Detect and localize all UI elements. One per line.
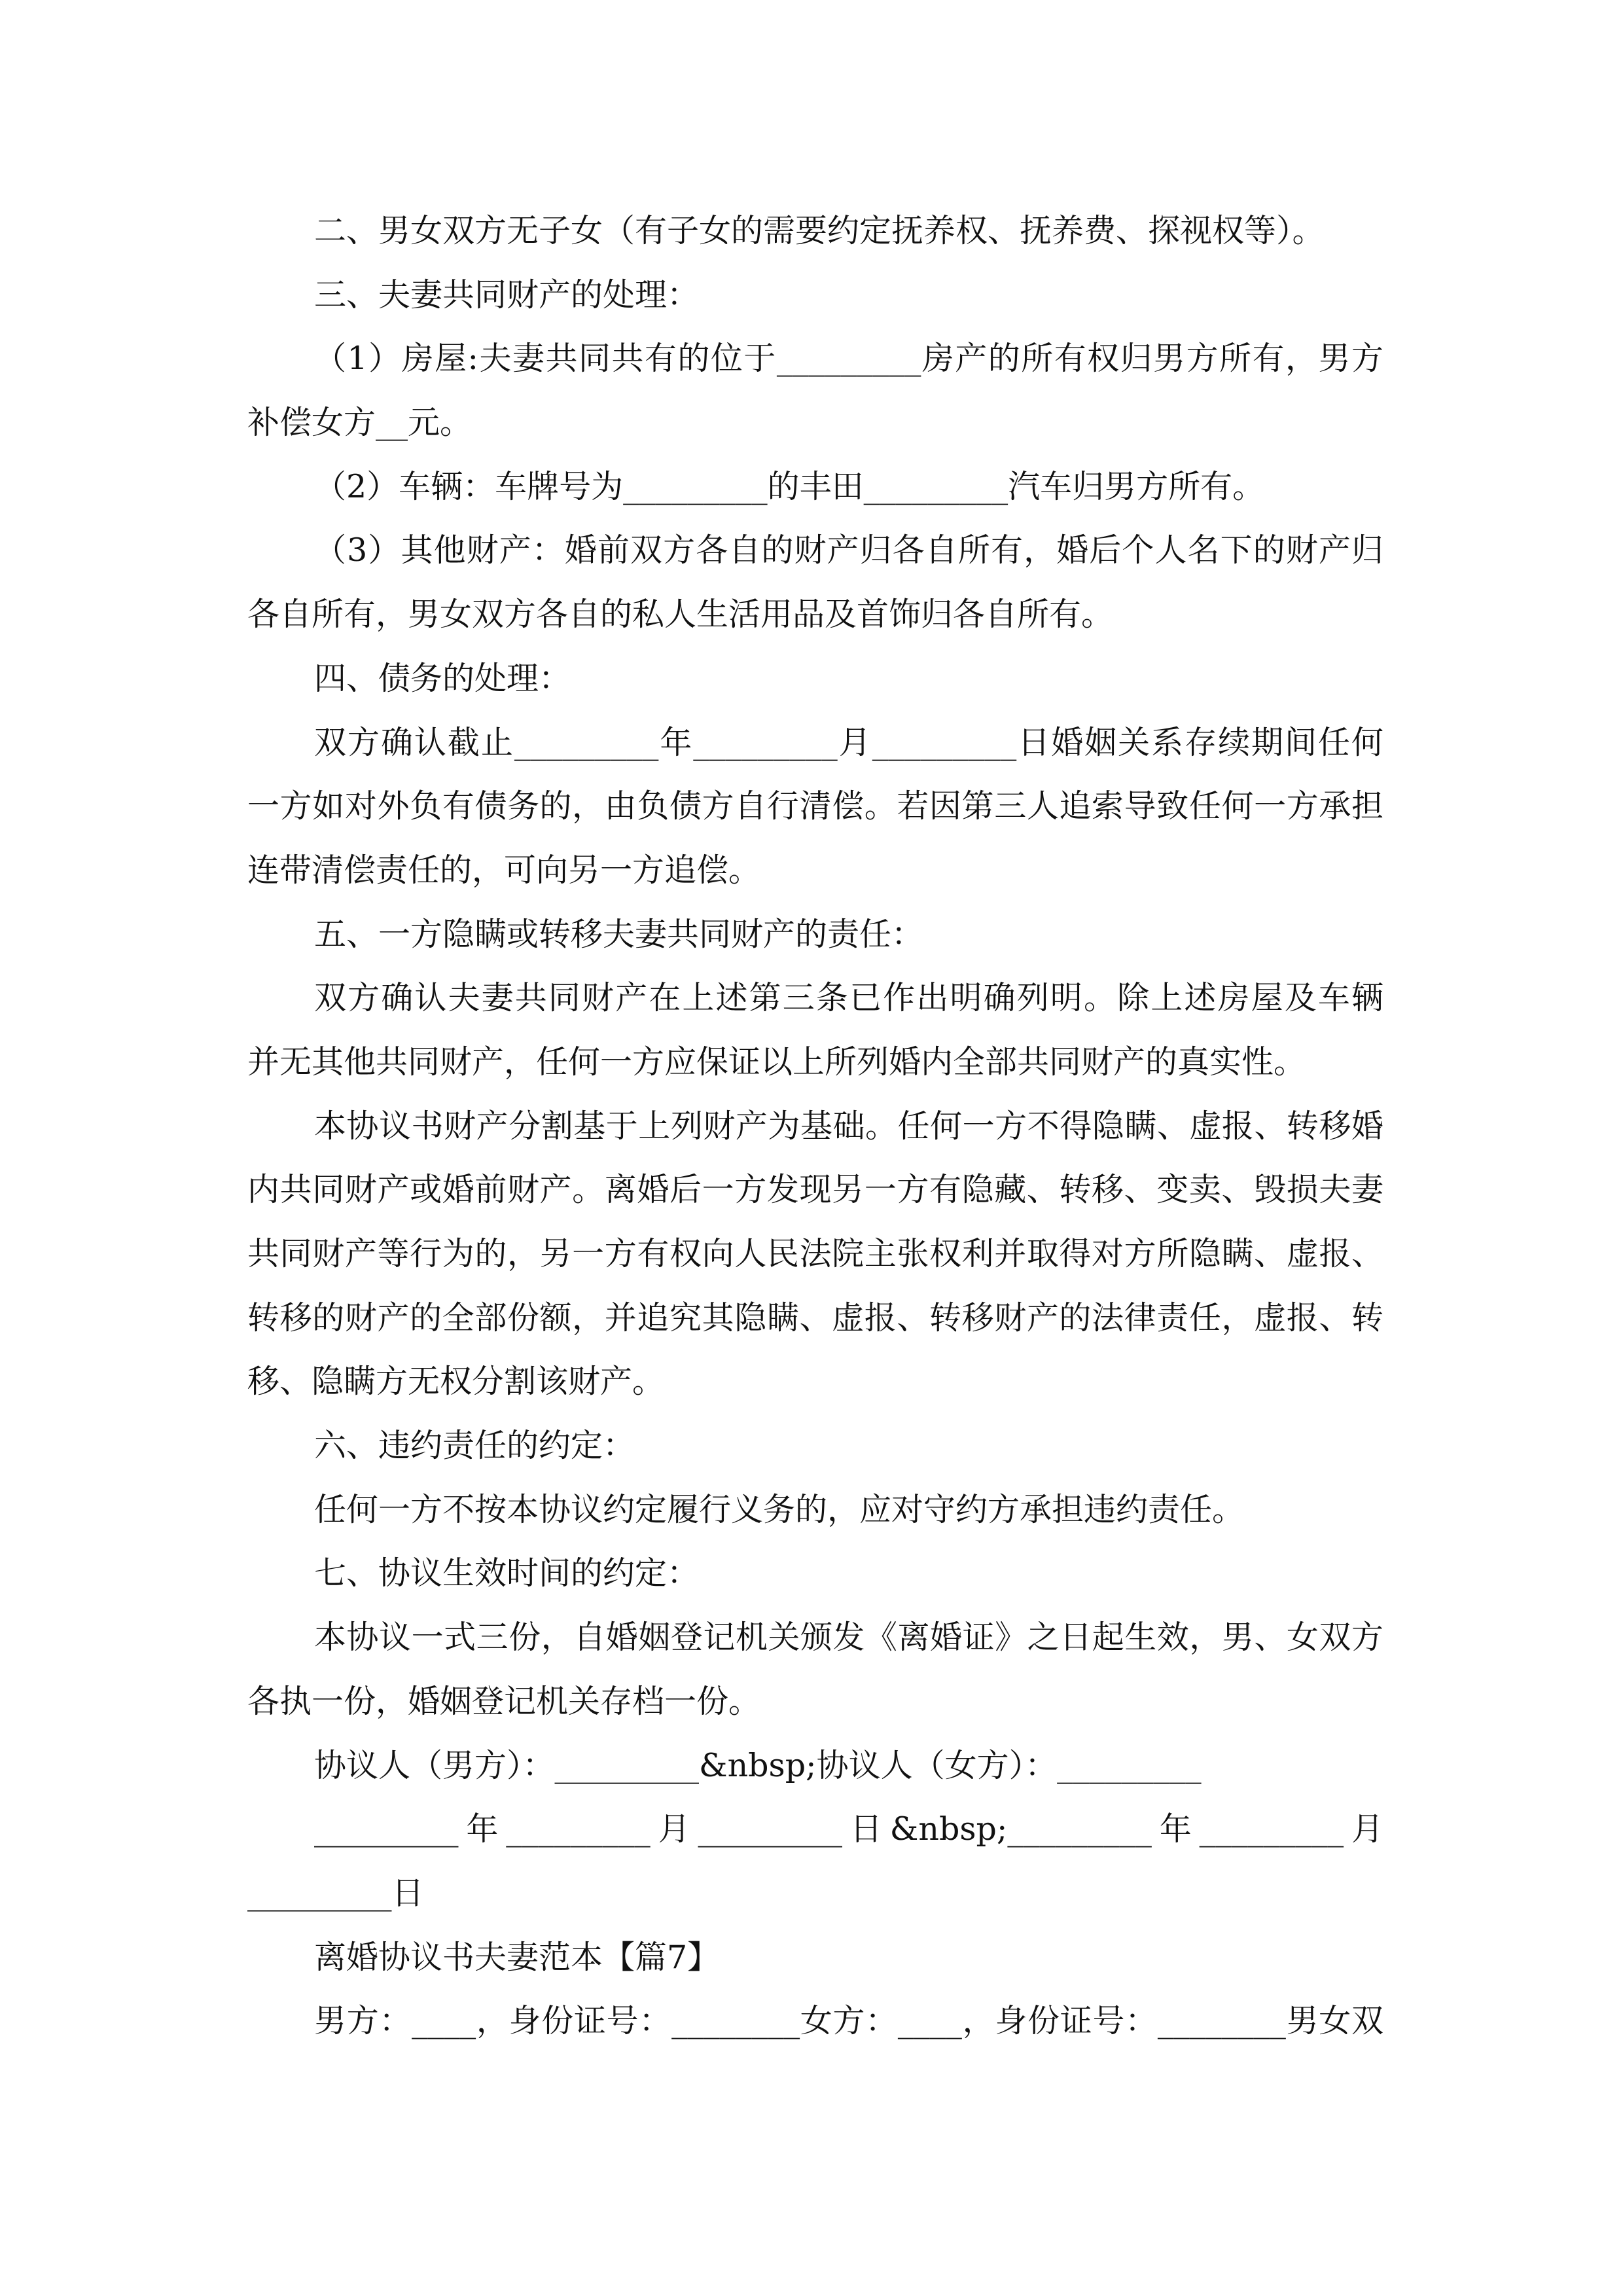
- text-line: （2）车辆：车牌号为_________的丰田_________汽车归男方所有。: [314, 467, 1265, 505]
- text-line: 六、违约责任的约定：: [314, 1427, 635, 1465]
- text-line: 离婚协议书夫妻范本【篇7】: [314, 1938, 720, 1976]
- document-page: [247, 199, 1383, 2053]
- text-line: 四、债务的处理：: [314, 659, 571, 697]
- text-line: 一方如对外负有债务的，由负债方自行清偿。若因第三人追索导致任何一方承担: [247, 787, 1383, 825]
- text-line: 五、一方隐瞒或转移夫妻共同财产的责任：: [314, 915, 924, 953]
- text-line: 移、隐瞒方无权分割该财产。: [247, 1363, 665, 1401]
- text-line: 男方：____，身份证号：________女方：____，身份证号：________男女双: [314, 2002, 1383, 2040]
- text-line: 任何一方不按本协议约定履行义务的，应对守约方承担违约责任。: [314, 1490, 1245, 1528]
- text-line: _________年_________月_________日&nbsp;_________年_________月: [314, 1810, 1383, 1848]
- text-line: 双方确认夫妻共同财产在上述第三条已作出明确列明。除上述房屋及车辆: [314, 979, 1383, 1017]
- text-line: 各执一份，婚姻登记机关存档一份。: [247, 1682, 761, 1720]
- text-line: 内共同财产或婚前财产。离婚后一方发现另一方有隐藏、转移、变卖、毁损夫妻: [247, 1171, 1383, 1209]
- text-line: 转移的财产的全部份额，并追究其隐瞒、虚报、转移财产的法律责任，虚报、转: [247, 1299, 1383, 1336]
- text-line: 连带清偿责任的，可向另一方追偿。: [247, 851, 761, 889]
- text-line: 协议人（男方）：_________&nbsp;协议人（女方）：_________: [314, 1746, 1202, 1784]
- text-line: 本协议书财产分割基于上列财产为基础。任何一方不得隐瞒、虚报、转移婚: [314, 1107, 1383, 1145]
- text-line: 补偿女方__元。: [247, 404, 473, 442]
- text-line: 七、协议生效时间的约定：: [314, 1554, 700, 1592]
- text-line: 本协议一式三份，自婚姻登记机关颁发《离婚证》之日起生效，男、女双方: [314, 1619, 1383, 1657]
- text-line: 并无其他共同财产，任何一方应保证以上所列婚内全部共同财产的真实性。: [247, 1043, 1306, 1081]
- text-line: 各自所有，男女双方各自的私人生活用品及首饰归各自所有。: [247, 596, 1114, 634]
- text-line: 三、夫妻共同财产的处理：: [314, 276, 700, 314]
- text-line: _________日: [247, 1874, 424, 1912]
- text-line: 二、男女双方无子女（有子女的需要约定抚养权、抚养费、探视权等）。: [314, 212, 1325, 249]
- text-line: 共同财产等行为的，另一方有权向人民法院主张权利并取得对方所隐瞒、虚报、: [247, 1235, 1383, 1272]
- text-line: 双方确认截止_________年_________月_________日婚姻关系存续期间任何: [314, 723, 1383, 761]
- text-line: （3）其他财产：婚前双方各自的财产归各自所有，婚后个人名下的财产归: [314, 531, 1383, 569]
- text-line: （1）房屋:夫妻共同共有的位于_________房产的所有权归男方所有，男方: [314, 340, 1383, 378]
